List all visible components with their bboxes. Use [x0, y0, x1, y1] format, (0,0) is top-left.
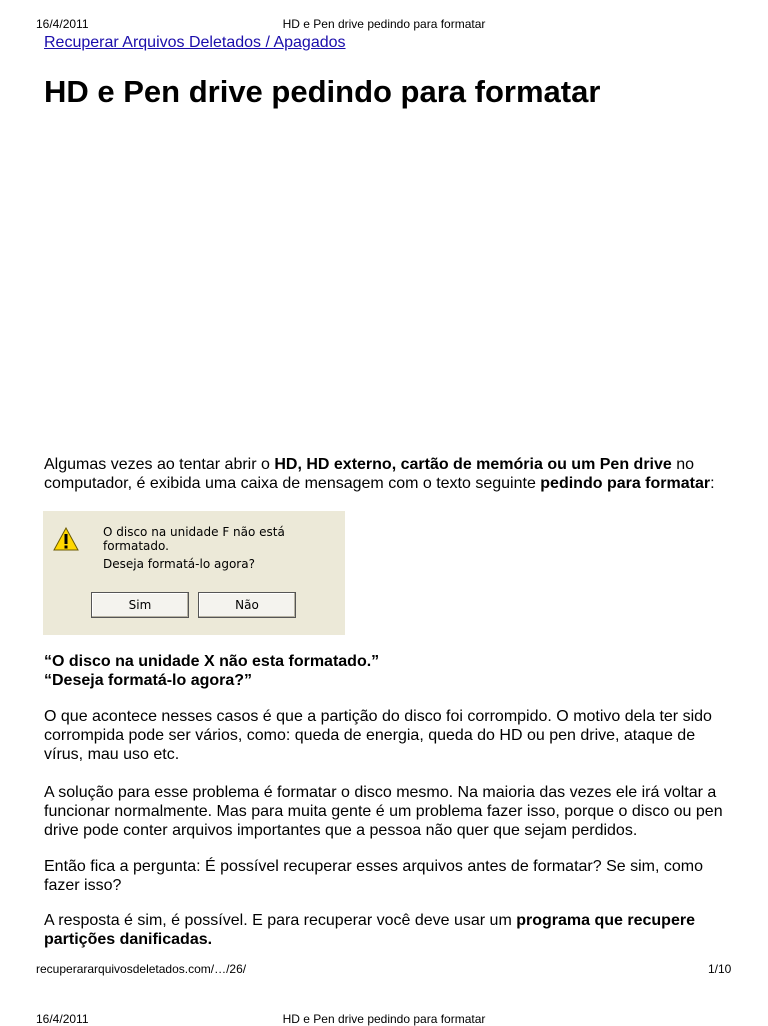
quote-block: “O disco na unidade X não esta formatado.” “Deseja formatá-lo agora?” [44, 653, 380, 689]
intro-paragraph: Algumas vezes ao tentar abrir o HD, HD externo, cartão de memória ou um Pen drive no computador, é exibida uma caixa de mensagem com o texto seguinte pedindo para formatar: [44, 456, 715, 492]
paragraph-1: O que acontece nesses casos é que a partição do disco foi corrompido. O motivo dela ter sido corrompida pode ser vários, como: queda de energia, queda do HD ou pen drive, ataque de vírus, mau uso etc. [44, 708, 712, 763]
format-dialog-image [43, 511, 345, 635]
print-date: 16/4/2011 [36, 17, 89, 31]
paragraph-3: Então fica a pergunta: É possível recuperar esses arquivos antes de formatar? Se sim, como fazer isso? [44, 858, 703, 894]
page-title: HD e Pen drive pedindo para formatar [44, 74, 601, 109]
print-date-next: 16/4/2011 [36, 1012, 89, 1026]
footer-page-number: 1/10 [708, 962, 732, 976]
dialog-no-button: Não [198, 592, 296, 618]
dialog-message-line2: Deseja formatá-lo agora? [103, 557, 255, 571]
warning-icon [53, 527, 79, 551]
print-title: HD e Pen drive pedindo para formatar [282, 17, 486, 31]
print-title-next: HD e Pen drive pedindo para formatar [282, 1012, 486, 1026]
dialog-message-line1: O disco na unidade F não está formatado. [103, 525, 285, 553]
dialog-yes-button: Sim [91, 592, 189, 618]
paragraph-4: A resposta é sim, é possível. E para recuperar você deve usar um programa que recupere partições danificadas. [44, 912, 695, 948]
footer-url: recuperararquivosdeletados.com/…/26/ [36, 962, 247, 976]
paragraph-2: A solução para esse problema é formatar o disco mesmo. Na maioria das vezes ele irá voltar a funcionar normalmente. Mas para muita gente é um problema fazer isso, porque o disco ou pen drive pode conter arquivos importantes que a pessoa não quer que sejam perdidos. [44, 784, 723, 839]
breadcrumb-link[interactable]: Recuperar Arquivos Deletados / Apagados [44, 34, 346, 51]
